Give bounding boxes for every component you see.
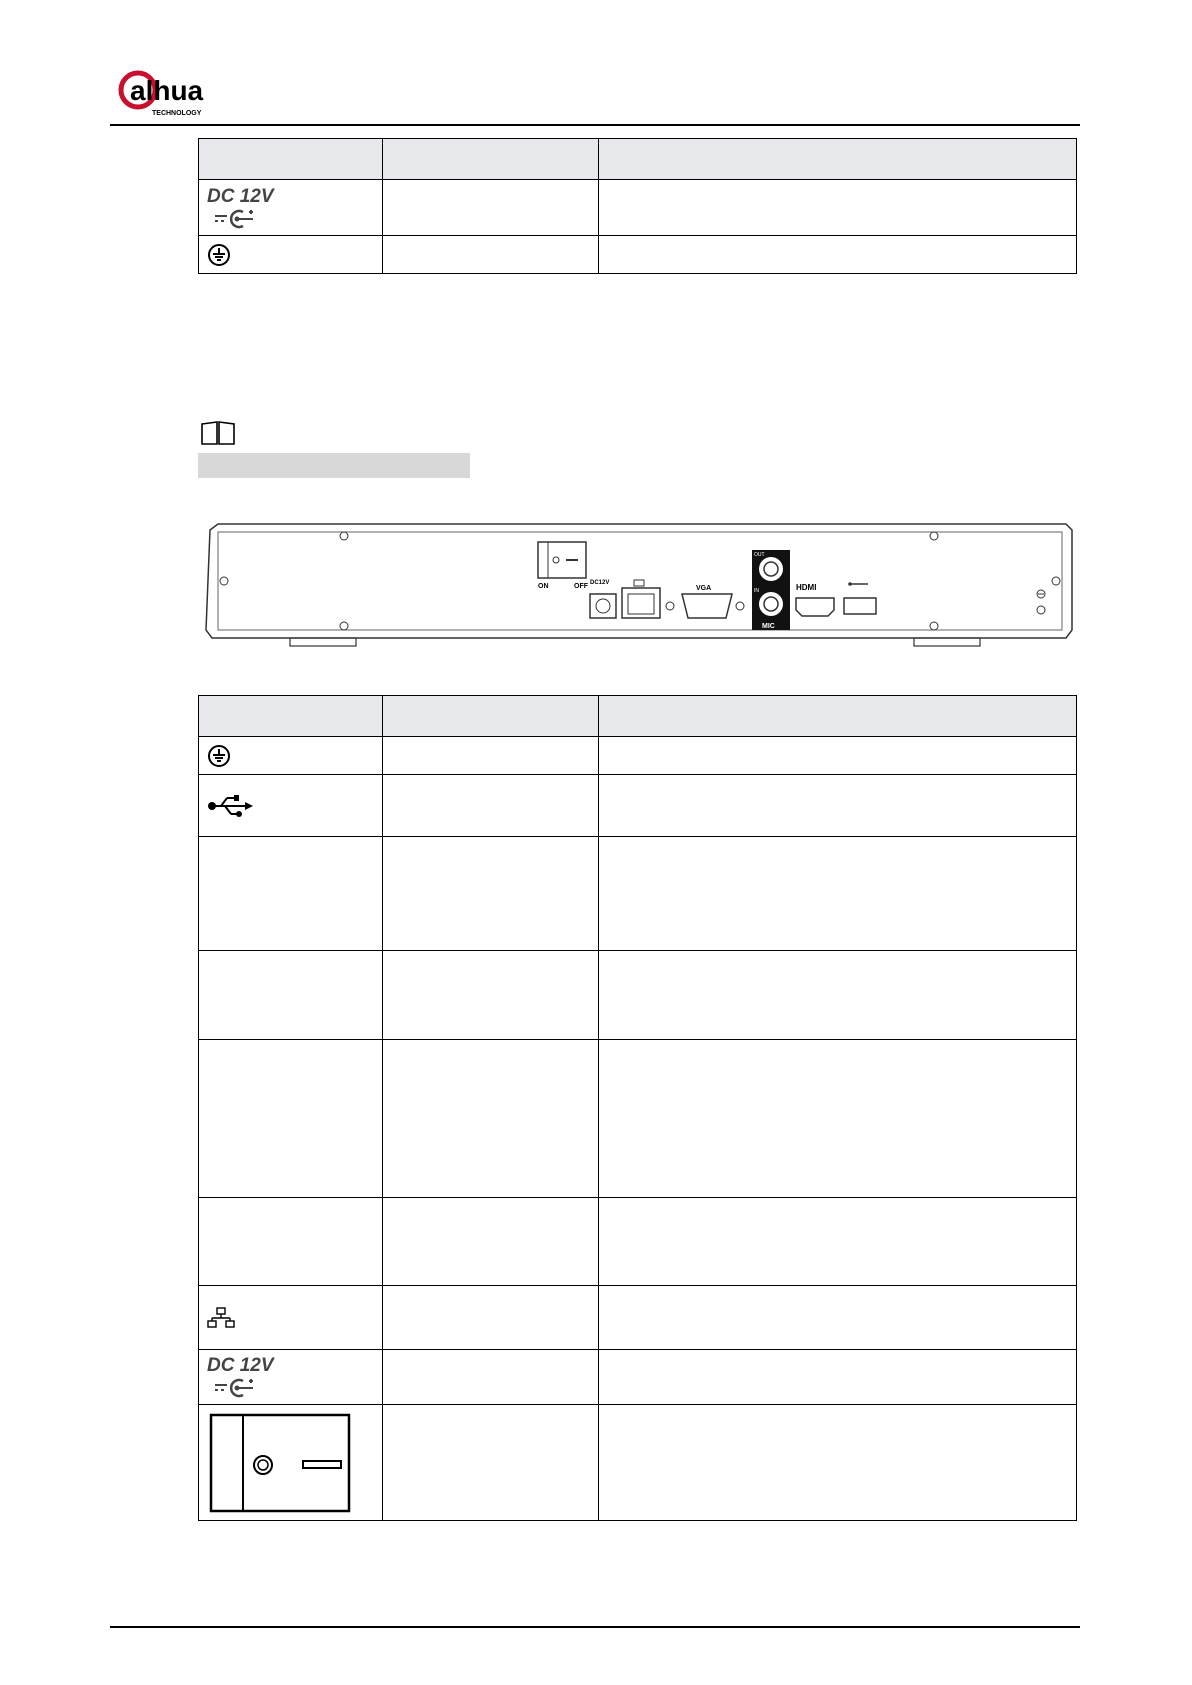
table-row <box>199 951 1077 1040</box>
power-switch-icon <box>207 1411 353 1515</box>
svg-text:VGA: VGA <box>696 585 712 592</box>
table-row <box>199 236 1077 274</box>
table-row <box>199 180 1077 236</box>
text-cell <box>599 951 1077 1040</box>
text-cell <box>383 1405 599 1521</box>
text-cell <box>199 837 383 951</box>
header-cell <box>199 139 383 180</box>
ports-table-continued <box>198 138 1077 274</box>
svg-text:TECHNOLOGY: TECHNOLOGY <box>152 110 202 117</box>
text-cell <box>383 1198 599 1286</box>
device-rear-panel-illustration <box>204 522 1074 654</box>
table-row <box>199 837 1077 951</box>
text-cell <box>599 1040 1077 1198</box>
text-cell <box>383 1350 599 1405</box>
text-cell <box>383 775 599 837</box>
text-cell <box>383 180 599 236</box>
table-row <box>199 1198 1077 1286</box>
text-cell <box>599 1198 1077 1286</box>
table-row <box>199 1350 1077 1405</box>
text-cell <box>599 737 1077 775</box>
icon-cell <box>199 180 383 236</box>
table-row <box>199 1040 1077 1198</box>
icon-cell <box>199 1350 383 1405</box>
text-cell <box>599 236 1077 274</box>
text-cell <box>383 236 599 274</box>
text-cell <box>383 1286 599 1350</box>
text-cell <box>599 1350 1077 1405</box>
text-cell <box>383 1040 599 1198</box>
svg-text:MIC: MIC <box>762 623 775 630</box>
header-cell <box>383 139 599 180</box>
header-cell <box>599 696 1077 737</box>
header-cell <box>383 696 599 737</box>
usb-icon <box>207 794 255 818</box>
table-row <box>199 775 1077 837</box>
book-note-icon <box>200 420 236 446</box>
svg-text:DC12V: DC12V <box>590 580 610 586</box>
header-rule <box>110 124 1080 126</box>
svg-text:HDMI: HDMI <box>796 583 817 592</box>
note-highlight-bar <box>198 453 470 478</box>
network-port-icon <box>207 1307 235 1329</box>
svg-text:IN: IN <box>754 588 759 594</box>
table-row <box>199 1405 1077 1521</box>
footer-rule <box>110 1626 1080 1628</box>
text-cell <box>199 951 383 1040</box>
text-cell <box>599 775 1077 837</box>
text-cell <box>599 1405 1077 1521</box>
ground-icon <box>207 744 231 768</box>
text-cell <box>383 837 599 951</box>
text-cell <box>383 737 599 775</box>
icon-cell <box>199 1405 383 1521</box>
text-cell <box>599 837 1077 951</box>
icon-cell <box>199 1286 383 1350</box>
table-row <box>199 1286 1077 1350</box>
icon-cell <box>199 775 383 837</box>
icon-cell <box>199 737 383 775</box>
rear-panel-ports-table <box>198 695 1077 1521</box>
dc-12v-power-icon: DC 12V <box>207 1355 374 1399</box>
icon-cell <box>199 236 383 274</box>
svg-text:ON: ON <box>538 583 549 590</box>
dc-12v-power-icon: DC 12V <box>207 186 374 230</box>
svg-text:OUT: OUT <box>754 552 765 558</box>
header-cell <box>199 696 383 737</box>
ground-icon <box>207 243 231 267</box>
header-cell <box>599 139 1077 180</box>
table-row <box>199 737 1077 775</box>
table-header-row <box>199 139 1077 180</box>
text-cell <box>599 1286 1077 1350</box>
brand-logo <box>118 68 258 120</box>
svg-text:OFF: OFF <box>574 583 588 590</box>
text-cell <box>383 951 599 1040</box>
text-cell <box>199 1040 383 1198</box>
text-cell <box>599 180 1077 236</box>
table-header-row <box>199 696 1077 737</box>
svg-text:alhua: alhua <box>130 75 204 106</box>
text-cell <box>199 1198 383 1286</box>
